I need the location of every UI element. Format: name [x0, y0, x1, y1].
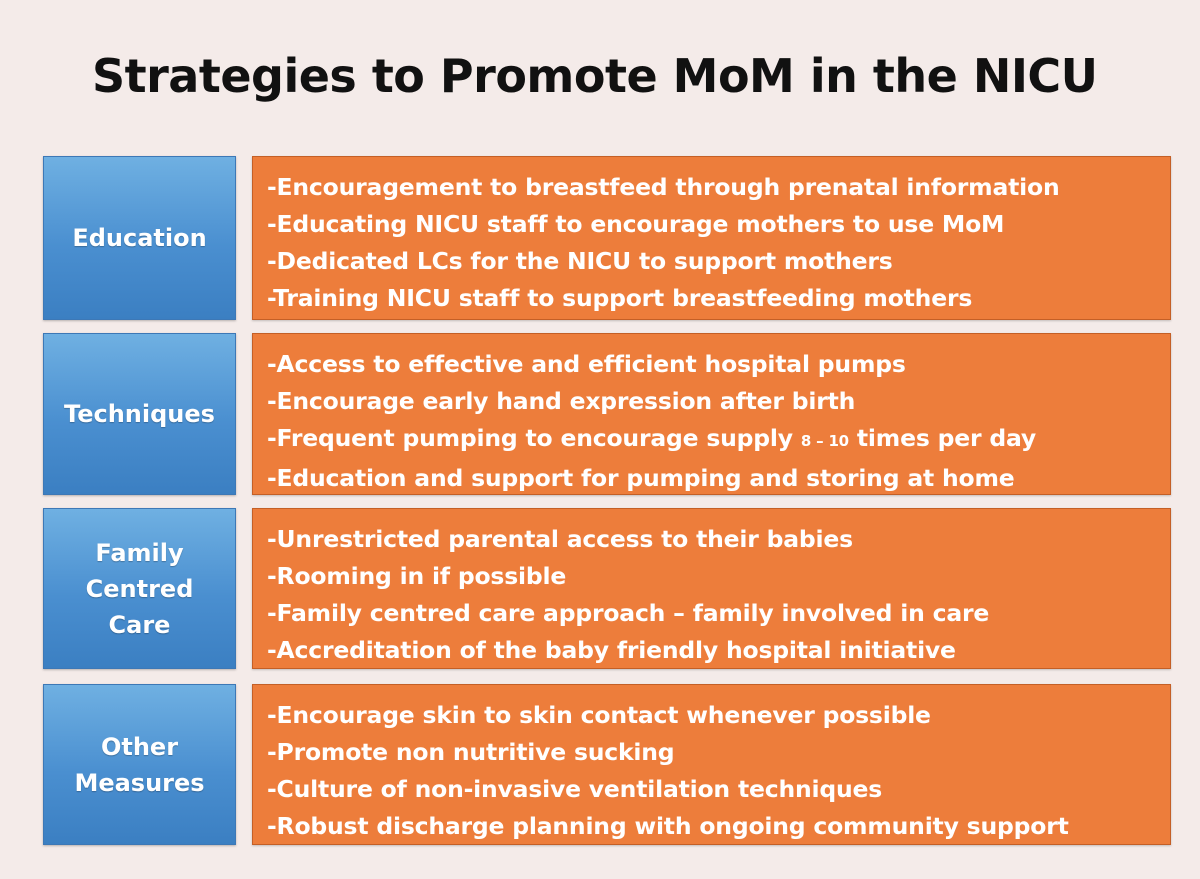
content-box-education	[252, 156, 1171, 320]
list-item: -Encouragement to breastfeed through prenatal information	[267, 173, 1060, 201]
list-item: -Promote non nutritive sucking	[267, 738, 675, 766]
content-box-techniques	[252, 333, 1171, 495]
category-box-other-measures	[43, 684, 236, 845]
list-item: -Encourage early hand expression after birth	[267, 387, 856, 415]
content-box-family-centred-care	[252, 508, 1171, 669]
list-item: -Robust discharge planning with ongoing community support	[267, 812, 1069, 840]
category-box-education	[43, 156, 236, 320]
list-item: -Rooming in if possible	[267, 562, 567, 590]
supply-range: 8 – 10	[800, 432, 849, 450]
list-item: -Training NICU staff to support breastfeeding mothers	[267, 284, 973, 312]
supply-text: -Frequent pumping to encourage supply	[267, 424, 801, 452]
list-item: -Culture of non-invasive ventilation techniques	[267, 775, 883, 803]
list-item: -Dedicated LCs for the NICU to support mothers	[267, 247, 893, 275]
list-item: -Family centred care approach – family involved in care	[267, 599, 990, 627]
category-label: Other Measures	[74, 732, 205, 797]
slide-title: Strategies to Promote MoM in the NICU	[92, 49, 1098, 103]
list-item: -Educating NICU staff to encourage mothers to use MoM	[267, 210, 1005, 238]
list-item: -Education and support for pumping and storing at home	[267, 464, 1015, 492]
category-box-techniques	[43, 333, 236, 495]
category-box-family-centred-care	[43, 508, 236, 669]
category-label: Techniques	[64, 400, 215, 428]
list-item: -Encourage skin to skin contact whenever possible	[267, 701, 931, 729]
category-label: Education	[72, 224, 207, 252]
list-item: -Accreditation of the baby friendly hospital initiative	[267, 636, 956, 664]
list-item: -Unrestricted parental access to their babies	[267, 525, 853, 553]
content-box-other-measures	[252, 684, 1171, 845]
list-item: -Access to effective and efficient hospital pumps	[267, 350, 906, 378]
list-item-supply	[267, 420, 1170, 460]
category-label: Family Centred Care	[85, 538, 194, 639]
supply-suffix: times per day	[848, 424, 1036, 452]
